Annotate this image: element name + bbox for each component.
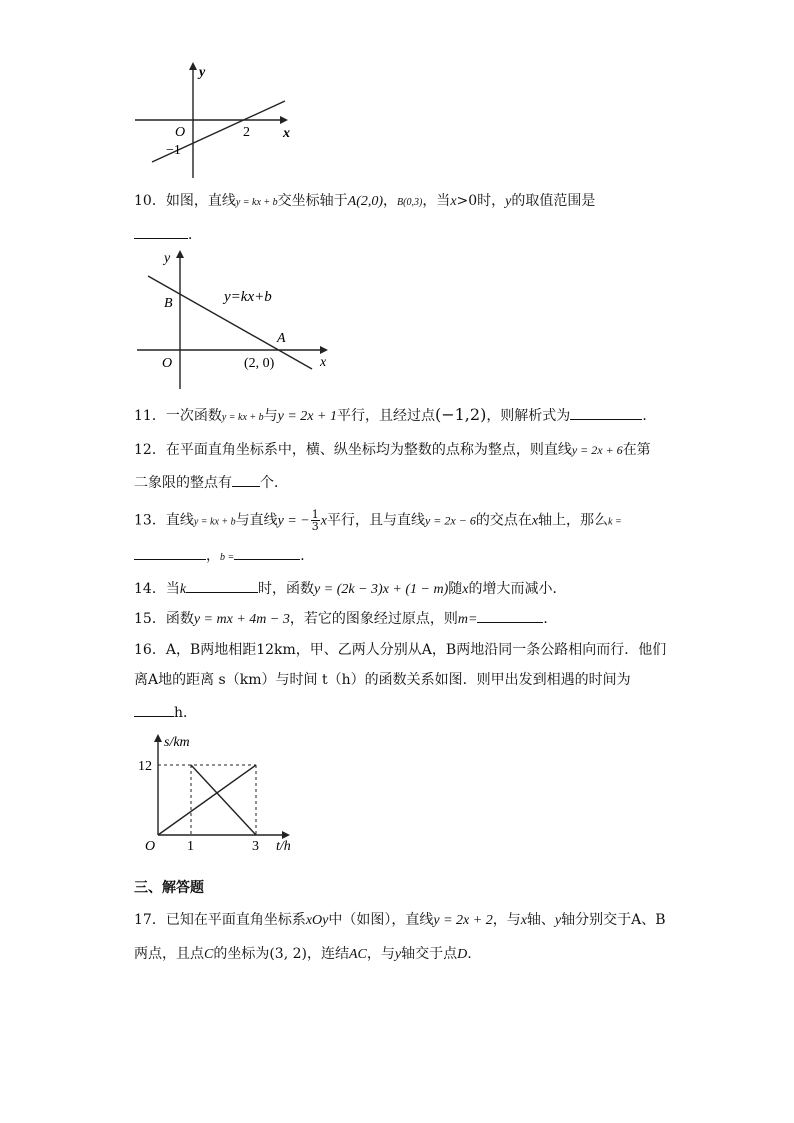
graph-1-origin: O — [175, 125, 186, 140]
question-13-fraction: $\frac{1}{3}$ — [311, 508, 319, 533]
graph-3 — [134, 728, 304, 858]
question-10-number: 10 — [134, 193, 152, 209]
graph-3-x-label: t/h — [276, 839, 291, 854]
graph-2-y-label: y — [164, 251, 171, 266]
question-13-line-1: 13．直线y = kx + b与直线y = − $\frac{1}{3}$ x平行，且与直线y = 2x − 6的交点在x轴上，那么k = — [134, 508, 622, 533]
question-16-answer-blank[interactable] — [134, 702, 174, 717]
graph-3-tick-x2: 3 — [252, 839, 259, 854]
graph-3-origin: O — [145, 839, 156, 854]
graph-2-y-arrow — [176, 250, 184, 258]
graph-1-y-label: y — [199, 65, 206, 80]
graph-1-tick-y: −1 — [166, 143, 181, 158]
question-12-line-2: 二象限的整点有 个． — [134, 472, 288, 493]
graph-2-x-arrow — [320, 346, 328, 354]
graph-2-point-label: (2, 0) — [244, 356, 275, 371]
question-17-line-2: 两点，且点C的坐标为(3, 2)，连结AC，与y轴交于点D. — [134, 946, 472, 962]
graph-2-label-b: B — [164, 296, 173, 311]
question-11: 11．一次函数y = kx + b与y = 2x + 1平行，且经过点(−1,2)，则解析式为 ． — [134, 405, 657, 424]
question-16-line-2: 离A地的距离 s（km）与时间 t（h）的函数关系如图．则甲出发到相遇的时间为 — [134, 672, 631, 688]
question-10-line-1: 10．如图，直线y = kx + b交坐标轴于A(2,0)，B(0,3)，当x>0时，y的取值范围是 — [134, 193, 596, 209]
question-11-answer-blank[interactable] — [570, 405, 642, 420]
graph-3-line-yi — [191, 765, 256, 835]
graph-3-tick-x1: 1 — [187, 839, 194, 854]
question-10-answer-blank[interactable] — [134, 224, 188, 239]
question-13-line-2: ，b = ． — [134, 545, 314, 568]
graph-2-label-a: A — [277, 331, 286, 346]
graph-3-x-arrow — [282, 831, 290, 839]
question-16-line-1: 16．A，B两地相距12km，甲、乙两人分别从A，B两地沿同一条公路相向而行．他们 — [134, 642, 667, 658]
question-11-number: 11 — [134, 408, 152, 424]
graph-1-tick-x: 2 — [243, 125, 250, 140]
graph-2-x-label: x — [320, 355, 327, 370]
question-13-b-blank[interactable] — [234, 545, 300, 560]
question-12-line-1: 12．在平面直角坐标系中，横、纵坐标均为整数的点称为整点，则直线y = 2x + 6在第 — [134, 442, 651, 458]
graph-2-function-label: y=kx+b — [224, 289, 272, 305]
graph-2 — [134, 244, 334, 394]
question-16-line-3: h． — [134, 702, 197, 723]
question-17-line-1: 17．已知在平面直角坐标系xOy中（如图），直线y = 2x + 2，与x轴、y轴分别交于A、B — [134, 912, 666, 928]
graph-3-tick-y: 12 — [138, 759, 152, 774]
graph-3-line-jia — [158, 765, 256, 835]
graph-3-y-label: s/km — [164, 735, 190, 750]
question-14-number: 14 — [134, 581, 152, 597]
question-17-number: 17 — [134, 912, 152, 928]
graph-1-x-arrow — [280, 116, 288, 124]
graph-1 — [130, 58, 300, 188]
question-16-number: 16 — [134, 642, 152, 658]
question-14-answer-blank[interactable] — [186, 578, 258, 593]
question-10-line-2: ． — [134, 224, 202, 245]
section-3-title: 三、解答题 — [134, 880, 204, 896]
graph-1-x-label: x — [283, 126, 290, 141]
question-15-number: 15 — [134, 611, 152, 627]
question-13-number: 13 — [134, 512, 152, 529]
question-15-answer-blank[interactable] — [477, 608, 543, 623]
question-12-answer-blank[interactable] — [232, 472, 260, 487]
graph-2-origin: O — [162, 356, 173, 371]
graph-3-y-arrow — [154, 734, 162, 742]
question-15: 15．函数y = mx + 4m − 3，若它的图象经过原点，则m= ． — [134, 608, 557, 630]
question-13-k-blank[interactable] — [134, 545, 206, 560]
question-12-number: 12 — [134, 442, 152, 458]
question-14: 14．当k 时，函数y = (2k − 3)x + (1 − m)随x的增大而减小． — [134, 578, 566, 600]
graph-1-y-arrow — [189, 62, 197, 70]
